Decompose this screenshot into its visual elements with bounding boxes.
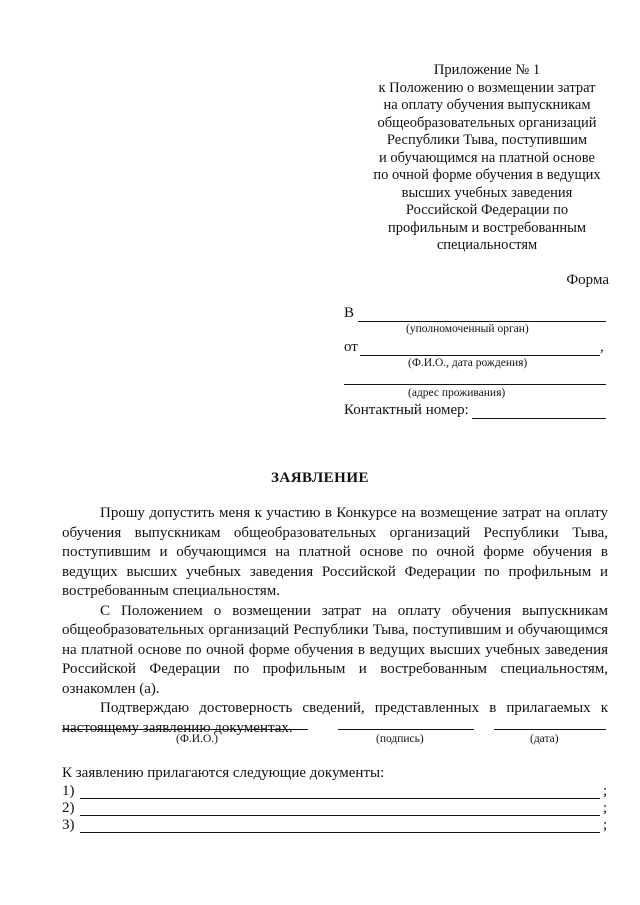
paragraph: Подтверждаю достоверность сведений, представленных в прилагаемых к настоящему заявлению документах. <box>62 700 608 736</box>
attachment-end: ; <box>603 800 608 816</box>
to-prefix: В <box>344 305 355 321</box>
annex-line: на оплату обучения выпускникам <box>383 97 591 113</box>
date-caption: (дата) <box>530 733 559 745</box>
from-prefix: от <box>344 339 358 355</box>
attachment-field-3[interactable] <box>80 832 600 833</box>
from-caption: (Ф.И.О., дата рождения) <box>408 357 528 369</box>
document-title: ЗАЯВЛЕНИЕ <box>270 470 370 486</box>
annex-line: общеобразовательных организаций <box>377 114 597 131</box>
contact-number-field[interactable] <box>472 418 606 419</box>
signature-fio-field[interactable] <box>62 729 308 730</box>
form-label: Форма <box>566 272 609 288</box>
paragraph: Прошу допустить меня к участию в Конкурсе на возмещение затрат на оплату обучения выпускникам общеобразовательных организаций Республики Тыва, поступившим и обучающимся на платной основе по очной форме обучения в ведущих высших учебных заведения Российской Федерации по профильным и востребованным специальностям. <box>62 505 608 599</box>
attachment-end: ; <box>603 783 608 799</box>
attachment-number: 3) <box>62 817 75 833</box>
signature-date-field[interactable] <box>494 729 606 730</box>
attachments-title: К заявлению прилагаются следующие документы: <box>62 765 385 781</box>
attachment-field-2[interactable] <box>80 815 600 816</box>
address-field[interactable] <box>344 384 606 385</box>
annex-line: специальностям <box>436 237 538 253</box>
annex-line: по очной форме обучения в ведущих <box>373 167 601 183</box>
annex-line: профильным и востребованным <box>387 219 587 236</box>
annex-line: Республики Тыва, поступившим <box>386 132 588 148</box>
to-authority-field[interactable] <box>358 321 606 322</box>
attachment-number: 1) <box>62 783 75 799</box>
contact-label: Контактный номер: <box>344 402 469 418</box>
annex-line: Российской Федерации по <box>405 202 569 218</box>
attachment-end: ; <box>603 817 608 833</box>
annex-block <box>344 62 630 255</box>
to-caption: (уполномоченный орган) <box>406 323 529 335</box>
statement-body <box>62 504 608 738</box>
annex-line: к Положению о возмещении затрат <box>378 79 596 96</box>
annex-line: и обучающимся на платной основе <box>379 149 595 166</box>
annex-line: высших учебных заведения <box>401 184 573 201</box>
from-suffix: , <box>600 339 604 355</box>
from-fio-field[interactable] <box>360 355 600 356</box>
signature-sign-field[interactable] <box>338 729 474 730</box>
fio-caption: (Ф.И.О.) <box>176 733 218 745</box>
annex-line: Приложение № 1 <box>433 62 541 78</box>
address-caption: (адрес проживания) <box>408 387 506 399</box>
sign-caption: (подпись) <box>376 733 424 745</box>
attachment-number: 2) <box>62 800 75 816</box>
attachment-field-1[interactable] <box>80 798 600 799</box>
paragraph: С Положением о возмещении затрат на оплату обучения выпускникам общеобразовательных организаций Республики Тыва, поступившим и обучающимся на платной основе по очной форме обучения в ведущих высших учебных заведения Российской Федерации по профильным и востребованным специальностям, ознакомлен (а). <box>62 602 608 697</box>
